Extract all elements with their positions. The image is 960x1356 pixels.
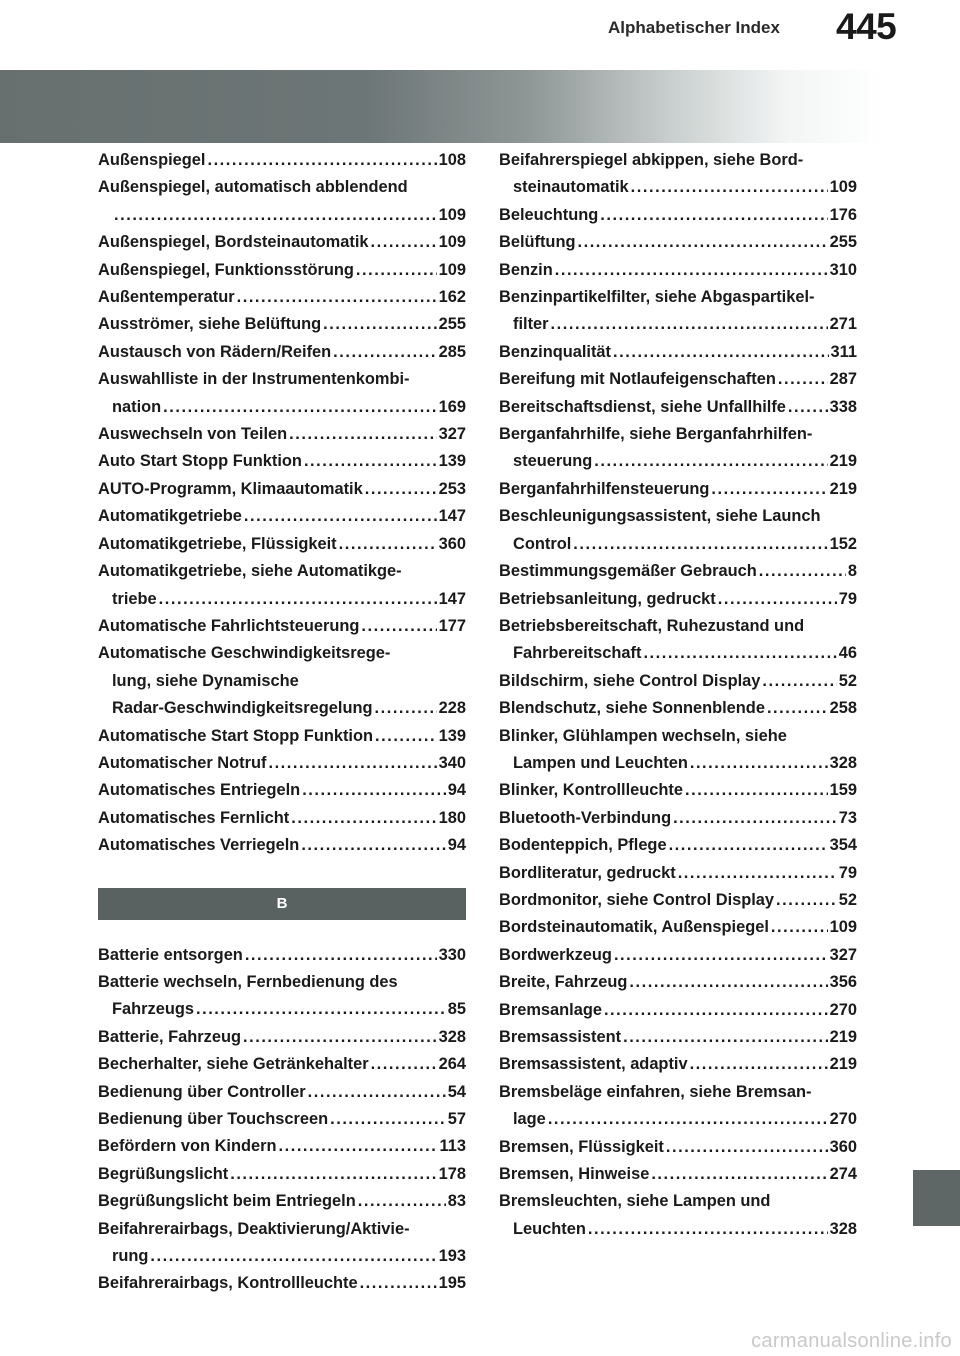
- index-term: rung: [112, 1247, 149, 1266]
- index-page-ref: 109: [438, 233, 466, 252]
- index-page-ref: 46: [838, 644, 857, 663]
- dot-leader: [289, 421, 436, 448]
- index-entry: [98, 1024, 466, 1051]
- dot-leader: [304, 448, 437, 475]
- dot-leader: [604, 997, 828, 1024]
- index-term: Begrüßungslicht beim Entriegeln: [98, 1192, 356, 1211]
- dot-leader: [673, 805, 837, 832]
- index-entry: [98, 394, 466, 421]
- index-entry: [98, 942, 466, 969]
- index-entry: [98, 284, 466, 311]
- dot-leader: [301, 832, 445, 859]
- dot-leader: [666, 1134, 828, 1161]
- index-entry-line: Blinker, Glühlampen wechseln, siehe: [499, 726, 787, 745]
- index-term: Automatikgetriebe, Flüssigkeit: [98, 534, 337, 553]
- index-page-ref: 178: [438, 1164, 466, 1183]
- dot-leader: [762, 668, 836, 695]
- index-page-ref: 180: [438, 808, 466, 827]
- index-entry: [98, 339, 466, 366]
- index-page-ref: 330: [438, 945, 466, 964]
- index-page-ref: 113: [439, 1137, 466, 1156]
- index-entry: [98, 311, 466, 338]
- index-page-ref: 219: [829, 1028, 857, 1046]
- index-entry: [98, 777, 466, 804]
- index-term: Bordwerkzeug: [499, 945, 612, 964]
- dot-leader: [302, 777, 446, 804]
- index-page-ref: 177: [438, 616, 466, 635]
- index-term: filter: [513, 315, 549, 334]
- index-entry: [499, 174, 857, 201]
- index-term: triebe: [112, 589, 157, 608]
- index-term: Außentemperatur: [98, 288, 235, 307]
- index-page-ref: 8: [847, 562, 857, 581]
- index-term: Belüftung: [499, 233, 576, 252]
- index-page-ref: 228: [438, 699, 466, 718]
- dot-leader: [690, 1051, 828, 1078]
- index-page-ref: 109: [438, 260, 466, 279]
- dot-leader: [308, 1079, 446, 1106]
- index-term: Radar-Geschwindigkeitsregelung: [112, 699, 373, 718]
- index-entry: [499, 969, 857, 996]
- index-page-ref: 94: [447, 836, 466, 855]
- dot-leader: [631, 174, 828, 201]
- index-page-ref: 327: [438, 425, 466, 444]
- index-entry-line: Bremsbeläge einfahren, siehe Bremsan-: [499, 1082, 812, 1101]
- index-entry: [499, 777, 857, 804]
- index-entry: [98, 750, 466, 777]
- index-term: Benzinqualität: [499, 342, 612, 361]
- dot-leader: [577, 229, 827, 256]
- index-page-ref: 274: [829, 1165, 857, 1184]
- index-page-ref: 258: [829, 699, 857, 718]
- index-term: Automatische Fahrlichtsteuerung: [98, 616, 360, 635]
- index-page-ref: 54: [447, 1082, 466, 1101]
- index-term: Automatischer Notruf: [98, 753, 267, 772]
- index-entry: [499, 914, 857, 941]
- dot-leader: [629, 969, 827, 996]
- index-term: Bildschirm, siehe Control Display: [499, 671, 761, 690]
- index-entry: [499, 394, 857, 421]
- index-page-ref: 159: [829, 781, 857, 800]
- index-page-ref: 255: [829, 233, 857, 252]
- index-entry: [499, 668, 857, 695]
- index-term: Bremsassistent, adaptiv: [499, 1055, 688, 1074]
- index-term: Fahrzeugs: [112, 1000, 194, 1019]
- index-term: Automatisches Entriegeln: [98, 781, 301, 800]
- index-entry: [499, 1134, 857, 1161]
- dot-leader: [360, 1270, 437, 1297]
- index-page-ref: 356: [829, 973, 857, 992]
- index-term: Fahrbereitschaft: [513, 644, 642, 663]
- index-entry: [98, 202, 466, 229]
- dot-leader: [371, 1051, 437, 1078]
- dot-leader: [685, 777, 828, 804]
- index-entry: [98, 448, 466, 475]
- index-page-ref: 176: [829, 205, 857, 224]
- dot-leader: [643, 640, 836, 667]
- index-entry-line: Außenspiegel, automatisch abblendend: [98, 178, 408, 197]
- index-entry: [499, 476, 857, 503]
- index-term: Bremsanlage: [499, 1000, 602, 1019]
- index-entry: [98, 1270, 466, 1297]
- index-page-ref: 253: [438, 479, 466, 498]
- index-term: Bordmonitor, siehe Control Display: [499, 890, 775, 909]
- index-list-a: [98, 147, 466, 860]
- index-page-ref: 147: [438, 589, 466, 608]
- index-entry: [499, 1161, 857, 1188]
- index-page-ref: 328: [829, 1219, 857, 1238]
- index-entry: [98, 1188, 466, 1215]
- index-page-ref: 327: [829, 945, 857, 964]
- index-entry: [98, 613, 466, 640]
- index-entry: [98, 1243, 466, 1270]
- index-entry: [98, 1133, 466, 1160]
- index-page-ref: 338: [829, 397, 857, 416]
- dot-leader: [594, 448, 827, 475]
- dot-leader: [588, 1216, 828, 1243]
- index-term: Becherhalter, siehe Getränkehalter: [98, 1055, 369, 1074]
- index-term: Bedienung über Controller: [98, 1082, 306, 1101]
- index-entry: [98, 257, 466, 284]
- index-entry: [98, 586, 466, 613]
- index-entry: [98, 147, 466, 174]
- index-page-ref: 328: [829, 753, 857, 772]
- index-entry-line: lung, siehe Dynamische: [112, 671, 299, 690]
- index-entry: [98, 1051, 466, 1078]
- index-term: Bremsen, Hinweise: [499, 1165, 650, 1184]
- index-term: Bremsassistent: [499, 1028, 622, 1046]
- dot-leader: [771, 914, 828, 941]
- index-entry-line: Beschleunigungsassistent, siehe Launch: [499, 507, 821, 526]
- index-page-ref: 360: [438, 534, 466, 553]
- dot-leader: [114, 202, 437, 229]
- dot-leader: [356, 257, 437, 284]
- index-page-ref: 311: [830, 342, 857, 361]
- index-page-ref: 109: [438, 205, 466, 224]
- index-page-ref: 162: [438, 288, 466, 307]
- index-page-ref: 109: [829, 918, 857, 937]
- index-term: steinautomatik: [513, 178, 629, 197]
- dot-leader: [551, 311, 828, 338]
- index-entry: [499, 229, 857, 256]
- index-page-ref: 139: [438, 726, 466, 745]
- dot-leader: [244, 503, 437, 530]
- index-term: Benzin: [499, 260, 553, 279]
- index-entry: [499, 1051, 857, 1078]
- index-entry: [499, 339, 857, 366]
- index-term: Außenspiegel, Funktionsstörung: [98, 260, 354, 279]
- index-page-ref: 169: [438, 397, 466, 416]
- index-entry: [98, 723, 466, 750]
- index-term: Bluetooth-Verbindung: [499, 808, 672, 827]
- index-column-right: [499, 147, 857, 1243]
- dot-leader: [678, 860, 837, 887]
- index-term: Beleuchtung: [499, 205, 599, 224]
- index-term: Automatikgetriebe: [98, 507, 242, 526]
- index-entry: [499, 887, 857, 914]
- index-term: Auto Start Stopp Funktion: [98, 452, 302, 471]
- index-entry: [98, 996, 466, 1023]
- index-entry-line: Beifahrerspiegel abkippen, siehe Bord-: [499, 151, 804, 169]
- index-entry: [499, 1024, 857, 1051]
- index-page-ref: 340: [438, 753, 466, 772]
- index-page-ref: 152: [829, 534, 857, 553]
- index-entry: [499, 805, 857, 832]
- index-term: Control: [513, 534, 572, 553]
- index-term: Ausströmer, siehe Belüftung: [98, 315, 322, 334]
- index-term: Breite, Fahrzeug: [499, 973, 628, 992]
- index-term: Lampen und Leuchten: [513, 753, 688, 772]
- index-entry: [499, 750, 857, 777]
- index-entry: [499, 586, 857, 613]
- index-entry: [98, 503, 466, 530]
- index-page-ref: 219: [829, 1055, 857, 1074]
- index-entry: [499, 202, 857, 229]
- dot-leader: [207, 147, 436, 174]
- index-entry: [499, 366, 857, 393]
- index-entry: [98, 531, 466, 558]
- dot-leader: [613, 339, 829, 366]
- index-entry-line: Bremsleuchten, siehe Lampen und: [499, 1192, 771, 1211]
- index-page-ref: 287: [829, 370, 857, 389]
- index-page-ref: 85: [447, 1000, 466, 1019]
- running-header-title: Alphabetischer Index: [608, 18, 780, 37]
- index-page-ref: 285: [438, 342, 466, 361]
- index-entry: [499, 1106, 857, 1133]
- dot-leader: [573, 531, 827, 558]
- index-page-ref: 219: [829, 479, 857, 498]
- index-page-ref: 109: [829, 178, 857, 197]
- dot-leader: [330, 1106, 446, 1133]
- dot-leader: [279, 1133, 438, 1160]
- section-header-b: B: [98, 888, 466, 920]
- index-entry: [499, 640, 857, 667]
- index-column-left: [98, 147, 466, 1298]
- index-page-ref: 52: [838, 890, 857, 909]
- dot-leader: [365, 476, 437, 503]
- index-entry: [499, 257, 857, 284]
- index-term: Batterie entsorgen: [98, 945, 243, 964]
- index-page-ref: 57: [447, 1110, 466, 1128]
- dot-leader: [323, 311, 437, 338]
- dot-leader: [767, 695, 828, 722]
- index-term: Außenspiegel: [98, 151, 206, 169]
- index-term: Berganfahrhilfensteuerung: [499, 479, 710, 498]
- index-term: Bereitschaftsdienst, siehe Unfallhilfe: [499, 397, 786, 416]
- dot-leader: [759, 558, 846, 585]
- dot-leader: [237, 284, 437, 311]
- watermark-url: carmanualsonline.info: [751, 1330, 952, 1352]
- dot-leader: [291, 805, 436, 832]
- dot-leader: [245, 942, 437, 969]
- index-entry: [98, 1079, 466, 1106]
- dot-leader: [548, 1106, 828, 1133]
- index-entry: [499, 832, 857, 859]
- index-term: Automatische Start Stopp Funktion: [98, 726, 373, 745]
- index-term: Leuchten: [513, 1219, 586, 1238]
- index-page-ref: 219: [829, 452, 857, 471]
- index-entry-line: Auswahlliste in der Instrumentenkombi-: [98, 370, 410, 389]
- index-term: Begrüßungslicht: [98, 1164, 229, 1183]
- index-entry-line: Automatische Geschwindigkeitsrege-: [98, 644, 391, 663]
- index-entry: [499, 942, 857, 969]
- index-entry: [499, 695, 857, 722]
- index-entry: [499, 997, 857, 1024]
- dot-leader: [361, 613, 436, 640]
- index-entry-line: Berganfahrhilfe, siehe Berganfahrhilfen-: [499, 425, 813, 444]
- index-entry: [98, 229, 466, 256]
- index-page-ref: 52: [838, 671, 857, 690]
- dot-leader: [375, 695, 437, 722]
- index-entry-line: Benzinpartikelfilter, siehe Abgaspartikel-: [499, 288, 815, 307]
- index-entry: [98, 832, 466, 859]
- index-term: Blinker, Kontrollleuchte: [499, 781, 683, 800]
- dot-leader: [230, 1161, 436, 1188]
- index-entry-line: Betriebsbereitschaft, Ruhezustand und: [499, 616, 805, 635]
- index-term: Bereifung mit Notlaufeigenschaften: [499, 370, 776, 389]
- dot-leader: [358, 1188, 446, 1215]
- index-page-ref: 271: [829, 315, 857, 334]
- index-term: Befördern von Kindern: [98, 1137, 277, 1156]
- index-page-ref: 328: [438, 1027, 466, 1046]
- index-term: Austausch von Rädern/Reifen: [98, 342, 332, 361]
- dot-leader: [333, 339, 436, 366]
- index-term: Bremsen, Flüssigkeit: [499, 1137, 664, 1156]
- index-entry-line: Automatikgetriebe, siehe Automatikge-: [98, 562, 402, 581]
- index-term: Bedienung über Touchscreen: [98, 1110, 329, 1128]
- dot-leader: [690, 750, 828, 777]
- index-entry: [98, 476, 466, 503]
- dot-leader: [268, 750, 436, 777]
- index-term: Beifahrerairbags, Kontrollleuchte: [98, 1274, 358, 1293]
- index-page-ref: 264: [438, 1055, 466, 1074]
- index-entry: [499, 531, 857, 558]
- index-term: Bordsteinautomatik, Außenspiegel: [499, 918, 769, 937]
- index-page-ref: 147: [438, 507, 466, 526]
- index-page-ref: 360: [829, 1137, 857, 1156]
- dot-leader: [669, 832, 828, 859]
- index-term: steuerung: [513, 452, 593, 471]
- index-entry: [98, 421, 466, 448]
- index-entry-line: Batterie wechseln, Fernbedienung des: [98, 972, 398, 991]
- index-page-ref: 139: [438, 452, 466, 471]
- index-list-b: [98, 942, 466, 1298]
- index-list-right: [499, 147, 857, 1243]
- index-term: Bestimmungsgemäßer Gebrauch: [499, 562, 757, 581]
- page-number: 445: [836, 6, 897, 47]
- index-term: Außenspiegel, Bordsteinautomatik: [98, 233, 369, 252]
- index-page-ref: 73: [838, 808, 857, 827]
- index-term: Automatisches Verriegeln: [98, 836, 300, 855]
- index-entry: [98, 695, 466, 722]
- dot-leader: [788, 394, 828, 421]
- index-entry-line: Beifahrerairbags, Deaktivierung/Aktivie-: [98, 1219, 410, 1238]
- index-entry: [499, 1216, 857, 1243]
- index-entry: [98, 805, 466, 832]
- dot-leader: [651, 1161, 827, 1188]
- index-page-ref: 195: [438, 1274, 466, 1293]
- index-page-ref: 354: [829, 836, 857, 855]
- dot-leader: [163, 394, 436, 421]
- index-term: Automatisches Fernlicht: [98, 808, 290, 827]
- dot-leader: [339, 531, 437, 558]
- index-page-ref: 83: [447, 1192, 466, 1211]
- index-page-ref: 79: [838, 863, 857, 882]
- index-page-ref: 255: [438, 315, 466, 334]
- index-entry: [499, 448, 857, 475]
- index-term: Blendschutz, siehe Sonnenblende: [499, 699, 765, 718]
- thumb-index-tab: [913, 1170, 960, 1226]
- index-page-ref: 193: [438, 1247, 466, 1266]
- index-term: nation: [112, 397, 162, 416]
- dot-leader: [711, 476, 827, 503]
- dot-leader: [776, 887, 837, 914]
- header-banner: [0, 70, 960, 143]
- dot-leader: [150, 1243, 436, 1270]
- index-entry: [499, 311, 857, 338]
- dot-leader: [375, 723, 437, 750]
- index-page-ref: 94: [447, 781, 466, 800]
- dot-leader: [555, 257, 828, 284]
- dot-leader: [159, 586, 437, 613]
- dot-leader: [600, 202, 827, 229]
- index-page-ref: 310: [829, 260, 857, 279]
- dot-leader: [718, 586, 837, 613]
- index-term: AUTO-Programm, Klimaautomatik: [98, 479, 363, 498]
- index-page-ref: 79: [838, 589, 857, 608]
- index-term: Bordliteratur, gedruckt: [499, 863, 676, 882]
- index-term: Bodenteppich, Pflege: [499, 836, 667, 855]
- index-page-ref: 270: [829, 1110, 857, 1129]
- dot-leader: [371, 229, 437, 256]
- dot-leader: [243, 1024, 437, 1051]
- index-term: Betriebsanleitung, gedruckt: [499, 589, 716, 608]
- dot-leader: [614, 942, 828, 969]
- dot-leader: [778, 366, 828, 393]
- index-term: lage: [513, 1110, 546, 1129]
- index-page-ref: 108: [438, 151, 466, 169]
- index-page-ref: 270: [829, 1000, 857, 1019]
- index-entry: [98, 1106, 466, 1133]
- index-entry: [499, 558, 857, 585]
- index-term: Auswechseln von Teilen: [98, 425, 288, 444]
- index-term: Batterie, Fahrzeug: [98, 1027, 241, 1046]
- dot-leader: [196, 996, 446, 1023]
- index-entry: [98, 1161, 466, 1188]
- dot-leader: [623, 1024, 828, 1051]
- index-entry: [499, 860, 857, 887]
